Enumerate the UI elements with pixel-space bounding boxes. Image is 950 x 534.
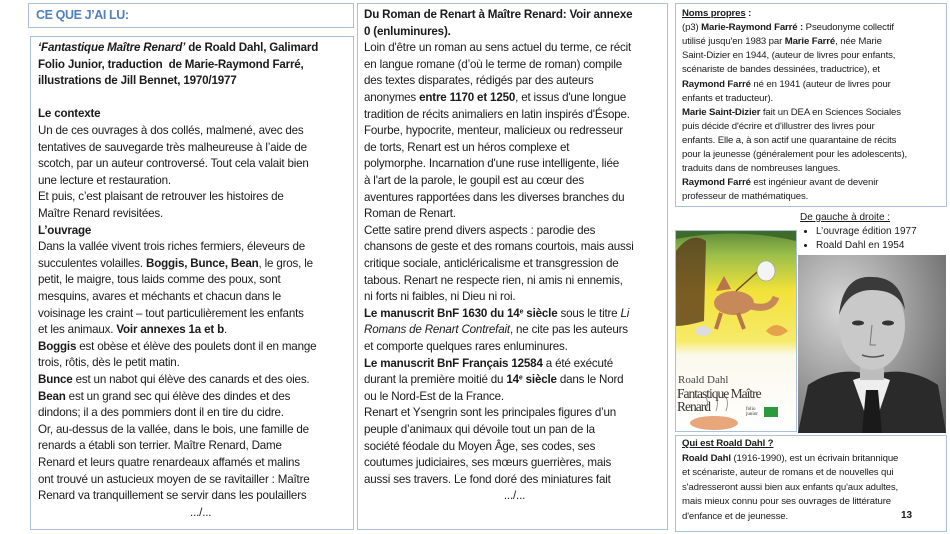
text-line: [38, 273, 281, 286]
text-run: pour la jeunesse (généralement pour les adolescents),: [682, 149, 908, 160]
text-run: et scénariste, auteur de romans et de nouvelles qui: [682, 467, 894, 478]
text-run: Bunce: [38, 373, 73, 386]
text-run: Raymond Farré: [682, 177, 751, 189]
text-run: est un grand sec qui élève des dindes et des: [65, 389, 291, 403]
text-line: [38, 340, 316, 353]
text-line: [38, 74, 237, 87]
text-line: [364, 307, 629, 320]
text-run: société féodale du Moyen Âge, ses codes, ses: [364, 439, 596, 453]
text-line: [38, 58, 304, 71]
text-run: Et puis, c’est plaisant de retrouver les histoires de: [38, 190, 284, 204]
text-run: .: [224, 323, 228, 337]
text-run: anonymes: [364, 91, 420, 104]
text-line: [364, 456, 611, 469]
text-line: [364, 473, 611, 486]
caption-list: [800, 225, 917, 253]
text-run: Voir annexes 1a et b: [116, 323, 224, 337]
text-run: Maître Renard revisitées.: [38, 207, 164, 220]
text-line: [38, 323, 227, 336]
text-run: peuple d’animaux qui dévoile tout un pan de la: [364, 423, 595, 436]
text-line: [364, 240, 634, 253]
roald-dahl-photo: [798, 255, 946, 433]
text-line: [364, 489, 525, 502]
text-run: (1916-1990), est un écrivain britannique: [730, 452, 899, 464]
text-run: fait un DEA en Sciences Sociales: [760, 106, 901, 118]
text-run: Pseudonyme collectif: [803, 22, 894, 34]
text-run: à l'art de la parole, le goupil est au cœur des: [364, 174, 584, 187]
text-run: L’ouvrage: [38, 223, 92, 237]
text-run: tentatives de sauvegarde très malheureuse à l’aide de: [38, 140, 307, 154]
text-run: polymorphe. Incarnation d'une ruse intelligente, liée: [364, 157, 619, 171]
text-line: [38, 456, 300, 469]
text-line: [682, 496, 891, 507]
text-run: professeur de mathématiques.: [682, 191, 809, 203]
text-run: Qui est Roald Dahl ?: [682, 438, 774, 449]
text-line: [364, 91, 626, 104]
text-line: [38, 489, 307, 502]
text-line: [38, 141, 307, 154]
text-line: [364, 323, 628, 336]
text-run: critique sociale, anticléricalisme et transgression de: [364, 257, 619, 270]
text-line: [682, 8, 751, 19]
text-line: [682, 177, 878, 188]
text-run: (p3): [682, 22, 702, 34]
text-run: voisinage les craint – tout particulièrement les enfants: [38, 306, 304, 320]
text-line: [364, 373, 623, 386]
caption-item: • L’ouvrage édition 1977: [816, 225, 917, 239]
text-run: trois, rôtis, dès le petit matin.: [38, 356, 180, 370]
text-run: Le manuscrit BnF Français 12584: [364, 356, 543, 370]
text-line: [682, 453, 898, 464]
text-line: [38, 157, 309, 170]
text-line: [364, 423, 595, 436]
text-line: [38, 390, 290, 403]
text-run: :: [745, 8, 752, 19]
text-run: .../...: [38, 505, 212, 519]
text-run: , le gros, le: [258, 256, 313, 270]
text-run: est obèse et élève des poulets dont il en mange: [76, 339, 317, 353]
text-line: [364, 174, 584, 187]
text-run: Bean: [38, 389, 66, 403]
text-run: Romans de Renart Contrefait: [364, 323, 510, 337]
text-run: Saint-Dizier en 1944, (auteur de livres pour enfants,: [682, 50, 896, 62]
text-run: enfants et traducteur).: [682, 92, 774, 104]
text-run: entre 1170 et 1250: [419, 91, 516, 104]
text-line: [364, 191, 624, 204]
text-run: , ne cite pas les auteurs: [509, 323, 628, 337]
text-run: une lecture et restauration.: [38, 173, 171, 187]
roman-de-renart-box: [357, 3, 668, 530]
text-line: [364, 141, 569, 154]
text-line: [364, 74, 594, 87]
text-line: [38, 506, 211, 519]
text-line: [38, 207, 163, 220]
text-line: [364, 340, 568, 353]
text-line: [38, 373, 309, 386]
text-line: [38, 257, 313, 270]
text-line: [38, 307, 304, 320]
text-line: [38, 224, 91, 237]
text-line: [682, 36, 882, 47]
text-line: [364, 274, 623, 287]
text-run: Renard et leurs quatre renardeaux affamés et malins: [38, 456, 300, 469]
text-run: ‘Fantastique Maître Renard’: [38, 41, 186, 54]
text-run: s'adresseront aussi bien aux enfants qu'aux adultes,: [682, 481, 899, 493]
text-line: [38, 423, 309, 436]
section-title: CE QUE J’AI LU:: [36, 8, 129, 22]
text-run: et comporte quelques rares enluminures.: [364, 340, 568, 353]
text-line: [364, 8, 632, 21]
text-line: [38, 406, 284, 419]
text-run: Raymond Farré: [682, 78, 751, 90]
text-line: [682, 79, 891, 90]
text-run: 0 (enluminures).: [364, 24, 451, 38]
text-run: sous le titre: [557, 306, 621, 320]
text-line: [682, 149, 907, 160]
text-run: Dans la vallée vivent trois riches fermiers, éleveurs de: [38, 240, 305, 254]
text-line: [682, 135, 896, 146]
proper-names-box: [675, 3, 947, 207]
text-line: [38, 473, 310, 486]
text-line: [364, 25, 451, 38]
text-run: Boggis: [38, 339, 77, 353]
text-run: siècle: [522, 373, 557, 387]
text-run: durant la première moitié du: [364, 373, 507, 387]
text-line: [364, 108, 630, 121]
text-run: aventures rapportées dans les diverses branches du: [364, 190, 625, 204]
text-run: Or, au-dessus de la vallée, dans le bois, une famille de: [38, 422, 309, 436]
text-run: mais mieux connu pour ses ouvrages de littérature: [682, 496, 892, 507]
text-run: Roman de Renart.: [364, 207, 456, 221]
text-run: Li: [620, 306, 630, 320]
text-line: [38, 107, 100, 120]
text-run: et les animaux.: [38, 323, 117, 337]
text-run: Renart et Ysengrin sont les principales figures d’un: [364, 406, 617, 420]
text-run: , et issus d'une longue: [515, 91, 626, 104]
text-line: [38, 190, 284, 203]
text-run: est un nabot qui élève des canards et des oies.: [72, 373, 310, 386]
text-line: [682, 121, 875, 132]
text-line: [682, 467, 893, 478]
text-line: [364, 207, 456, 220]
text-line: [364, 224, 595, 237]
text-run: tabous. Renart ne respecte rien, ni amis ni ennemis,: [364, 273, 623, 287]
text-line: [38, 240, 305, 253]
text-run: chansons de geste et des romans courtois, mais aussi: [364, 240, 634, 254]
text-line: [364, 390, 504, 403]
text-run: en langue romane (d’où le terme de roman) compile: [364, 57, 622, 71]
text-line: [38, 439, 282, 452]
caption-item: • Roald Dahl en 1954: [816, 239, 917, 253]
text-run: , née Marie: [835, 36, 882, 48]
text-run: aussi ses travers. Le fond doré des miniatures fait: [364, 472, 611, 486]
text-run: dindons; il a des pommiers dont il en tire du cidre.: [38, 406, 284, 420]
text-run: ont trouvé un astucieux moyen de se ravitailler : Maître: [38, 472, 310, 486]
text-line: [682, 93, 773, 104]
text-run: e: [519, 308, 524, 316]
text-run: puis décide d'écrire et d'illustrer des livres pour: [682, 120, 875, 132]
text-run: 14: [506, 373, 519, 387]
text-line: [364, 406, 616, 419]
text-line: [682, 22, 894, 33]
text-run: e: [518, 374, 523, 382]
book-cover-image: [675, 230, 797, 432]
cover-title-line: Fantastique Maître: [677, 386, 761, 401]
text-run: est ingénieur avant de devenir: [750, 177, 879, 189]
text-line: [364, 58, 622, 71]
text-run: dans le Nord: [556, 373, 624, 387]
book-summary-box: [30, 36, 354, 530]
text-line: [38, 124, 304, 137]
text-run: mesquins, avares et méchants et chacun dans le: [38, 290, 282, 303]
text-run: Marie Saint-Dizier: [682, 106, 761, 118]
text-line: [682, 482, 898, 493]
text-line: [364, 157, 619, 170]
portrait-illustration: [798, 255, 946, 433]
text-run: Folio Junior, traduction de Marie-Raymond Farré,: [38, 57, 304, 71]
text-run: Noms propres: [682, 8, 746, 19]
text-line: [682, 64, 880, 75]
text-run: Fourbe, hypocrite, menteur, malicieux ou redresseur: [364, 124, 623, 138]
text-run: Renard va tranquillement se servir dans les poulaillers: [38, 489, 307, 503]
text-run: petit, le maigre, tous laids comme des poux, sont: [38, 273, 281, 287]
text-run: Marie-Raymond Farré :: [701, 22, 804, 34]
text-run: traduits dans de nombreuses langues.: [682, 163, 841, 175]
text-run: né en 1941 (auteur de livres pour: [750, 78, 891, 90]
text-line: [38, 290, 281, 303]
text-run: Le contexte: [38, 107, 101, 121]
text-run: d'enfance et de jeunesse.: [682, 510, 789, 522]
text-line: [682, 511, 788, 522]
text-line: [38, 174, 171, 187]
text-run: scénariste de bandes dessinées, traductrice), et: [682, 64, 880, 76]
text-line: [682, 191, 808, 202]
text-run: succulentes volailles.: [38, 256, 146, 270]
text-run: Le manuscrit BnF 1630 du 14: [364, 306, 520, 320]
text-run: coutumes judiciaires, ses mœurs guerrières, mais: [364, 456, 612, 470]
text-line: [38, 356, 180, 369]
text-line: [364, 357, 613, 370]
text-run: utilisé jusqu'en 1983 par: [682, 36, 785, 48]
text-line: [38, 41, 318, 54]
text-run: Du Roman de Renart à Maître Renard: Voir annexe: [364, 8, 633, 21]
text-line: [364, 257, 618, 270]
text-run: siècle: [523, 306, 558, 320]
text-run: Cette satire prend divers aspects : parodie des: [364, 223, 596, 237]
text-run: Roald Dahl: [682, 452, 731, 464]
text-line: [364, 290, 515, 303]
page-number: 13: [901, 510, 913, 521]
text-run: enfants. Elle a, à son actif une quarantaine de récits: [682, 134, 897, 146]
text-run: .../...: [364, 489, 526, 503]
text-run: de torts, Renart est un héros complexe et: [364, 140, 570, 154]
cover-imprint: folio junior: [746, 407, 758, 417]
text-line: [364, 41, 631, 54]
text-line: [682, 163, 840, 174]
text-run: des textes disparates, rédigés par des auteurs: [364, 74, 594, 88]
caption-title: De gauche à droite :: [800, 212, 891, 223]
text-line: [682, 50, 895, 61]
text-line: [682, 107, 901, 118]
text-run: Un de ces ouvrages à dos collés, malmené, avec des: [38, 124, 304, 137]
cover-author: Roald Dahl: [678, 374, 729, 386]
text-run: de Roald Dahl, Galimard: [185, 41, 319, 54]
text-run: Marie Farré: [784, 36, 836, 48]
image-caption: [800, 211, 917, 253]
text-run: scotch, par un auteur controversé. Tout cela valait bien: [38, 157, 309, 171]
text-run: Loin d'être un roman au sens actuel du terme, ce récit: [364, 41, 632, 55]
text-run: ni forts ni faibles, ni Dieu ni roi.: [364, 290, 516, 304]
text-line: [364, 124, 623, 137]
text-line: [364, 440, 595, 453]
text-run: tradition de récits animaliers en latin inspirés d'Ésope.: [364, 107, 630, 121]
text-run: illustrations de Jill Bennet, 1970/1977: [38, 74, 237, 88]
section-header: [28, 3, 354, 28]
text-run: ou le Nord-Est de la France.: [364, 389, 504, 403]
text-run: renards a établi son terrier. Maître Renard, Dame: [38, 439, 282, 453]
text-run: Boggis, Bunce, Bean: [146, 256, 259, 270]
cover-title-line: Renard: [677, 399, 710, 414]
text-run: a été exécuté: [542, 356, 614, 370]
text-line: [682, 438, 773, 449]
